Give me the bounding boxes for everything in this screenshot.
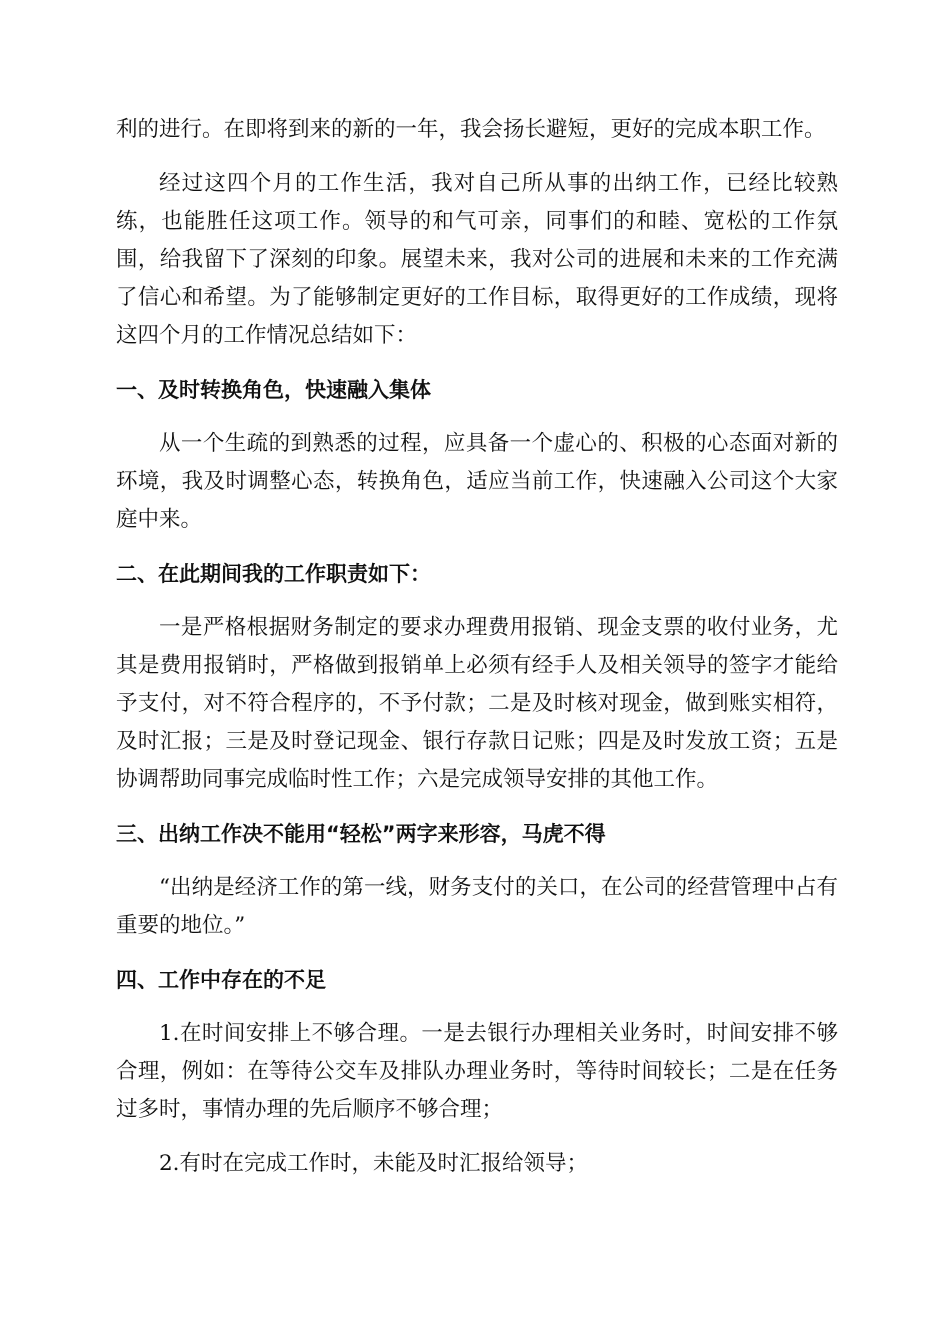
paragraph-section-1: 从一个生疏的到熟悉的过程，应具备一个虚心的、积极的心态面对新的环境，我及时调整心态，转换角色，适应当前工作，快速融入公司这个大家庭中来。 xyxy=(116,431,838,532)
section-heading-1: 一、及时转换角色，快速融入集体 xyxy=(116,378,431,402)
document-body xyxy=(116,111,838,1199)
paragraph-continuation: 利的进行。在即将到来的新的一年，我会扬长避短，更好的完成本职工作。 xyxy=(116,117,826,142)
paragraph-section-2: 一是严格根据财务制定的要求办理费用报销、现金支票的收付业务，尤其是费用报销时，严格做到报销单上必须有经手人及相关领导的签字才能给予支付，对不符合程序的，不予付款；二是及时核对现金，做到账实相符，及时汇报；三是及时登记现金、银行存款日记账；四是及时发放工资；五是协调帮助同事完成临时性工作；六是完成领导安排的其他工作。 xyxy=(116,615,838,792)
section-heading-2: 二、在此期间我的工作职责如下： xyxy=(116,562,431,586)
section-heading-3: 三、出纳工作决不能用“轻松”两字来形容，马虎不得 xyxy=(116,822,606,846)
section-heading-4: 四、工作中存在的不足 xyxy=(116,968,326,992)
paragraph-section-4-item-2: 2.有时在完成工作时，未能及时汇报给领导； xyxy=(159,1151,589,1176)
paragraph-section-3: “出纳是经济工作的第一线，财务支付的关口，在公司的经营管理中占有重要的地位。” xyxy=(116,875,838,938)
paragraph-intro: 经过这四个月的工作生活，我对自己所从事的出纳工作，已经比较熟练，也能胜任这项工作。领导的和气可亲，同事们的和睦、宽松的工作氛围，给我留下了深刻的印象。展望未来，我对公司的进展和未来的工作充满了信心和希望。为了能够制定更好的工作目标，取得更好的工作成绩，现将这四个月的工作情况总结如下： xyxy=(116,171,838,348)
paragraph-section-4-item-1: 1.在时间安排上不够合理。一是去银行办理相关业务时，时间安排不够合理，例如：在等待公交车及排队办理业务时，等待时间较长；二是在任务过多时，事情办理的先后顺序不够合理； xyxy=(116,1021,838,1122)
